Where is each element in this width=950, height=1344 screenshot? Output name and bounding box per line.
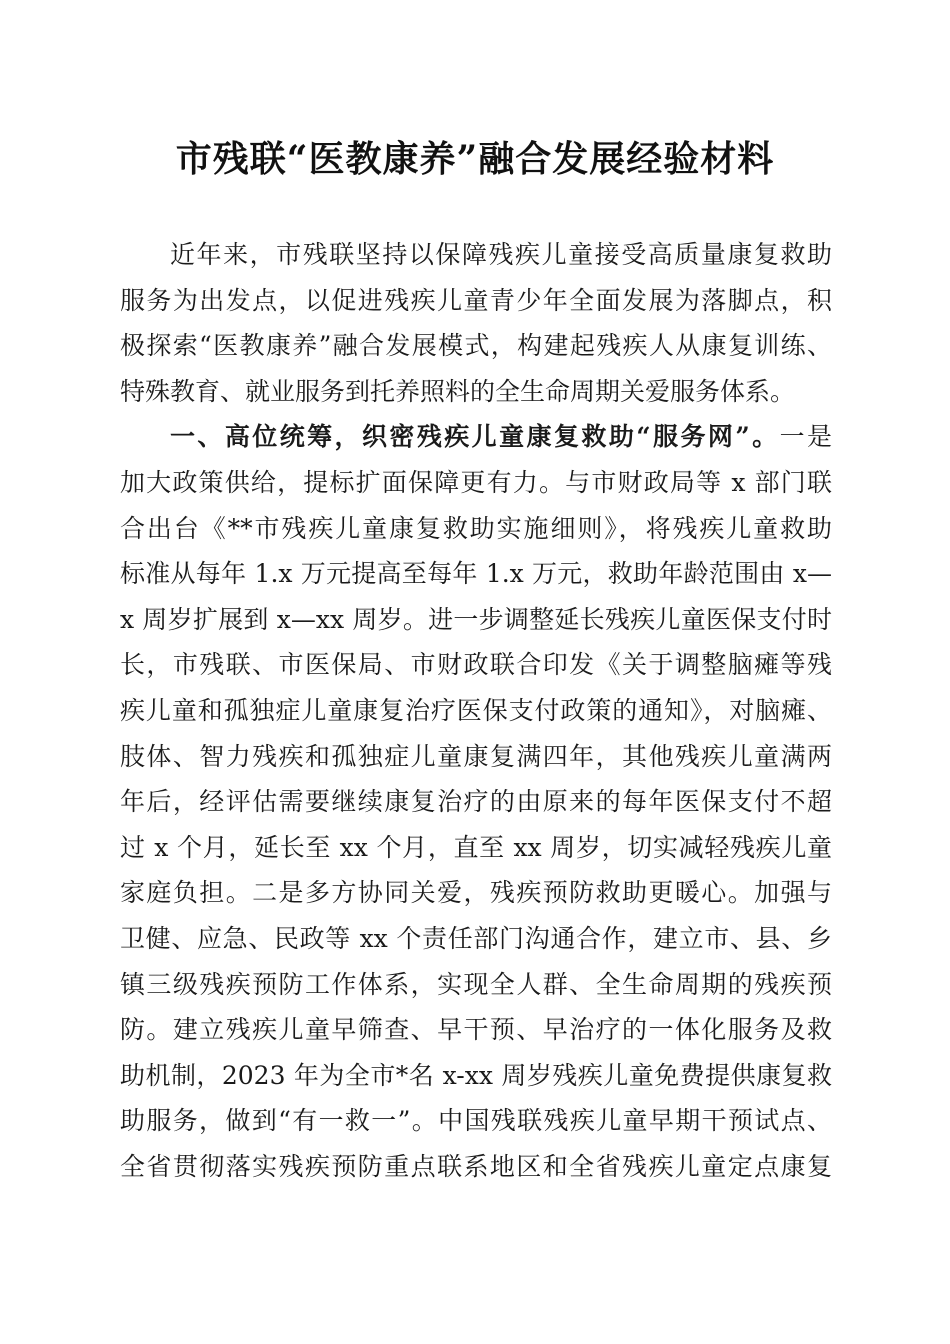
paragraph-line: 极探索“医教康养”融合发展模式，构建起残疾人从康复训练、 <box>120 331 832 361</box>
paragraph-line: 合出台《**市残疾儿童康复救助实施细则》，将残疾儿童救助 <box>120 513 832 543</box>
paragraph-line: 长，市残联、市医保局、市财政联合印发《关于调整脑瘫等残 <box>120 650 832 680</box>
paragraph-line: 服务为出发点，以促进残疾儿童青少年全面发展为落脚点，积 <box>120 285 832 315</box>
paragraph-line: 特殊教育、就业服务到托养照料的全生命周期关爱服务体系。 <box>120 376 796 406</box>
section-heading: 一、高位统筹，织密残疾儿童康复救助“服务网”。 <box>170 422 780 452</box>
paragraph-line: 镇三级残疾预防工作体系，实现全人群、全生命周期的残疾预 <box>120 969 832 999</box>
paragraph-line: 防。建立残疾儿童早筛查、早干预、早治疗的一体化服务及救 <box>120 1015 832 1045</box>
paragraph-line: 过 x 个月，延长至 xx 个月，直至 xx 周岁，切实减轻残疾儿童 <box>120 832 832 862</box>
paragraph-line: 助服务，做到“有一救一”。中国残联残疾儿童早期干预试点、 <box>120 1106 832 1136</box>
paragraph-line: 全省贯彻落实残疾预防重点联系地区和全省残疾儿童定点康复 <box>120 1151 832 1181</box>
paragraph-line: 卫健、应急、民政等 xx 个责任部门沟通合作，建立市、县、乡 <box>120 923 832 953</box>
paragraph-line: 加大政策供给，提标扩面保障更有力。与市财政局等 x 部门联 <box>120 467 832 497</box>
paragraph-line: 年后，经评估需要继续康复治疗的由原来的每年医保支付不超 <box>120 787 832 817</box>
paragraph-line: 家庭负担。二是多方协同关爱，残疾预防救助更暖心。加强与 <box>120 878 832 908</box>
section-heading-line <box>120 414 832 460</box>
paragraph-line: 近年来，市残联坚持以保障残疾儿童接受高质量康复救助 <box>170 240 832 269</box>
paragraph-line: 疾儿童和孤独症儿童康复治疗医保支付政策的通知》，对脑瘫、 <box>120 695 832 725</box>
paragraph-line: 标准从每年 1.x 万元提高至每年 1.x 万元，救助年龄范围由 x— <box>120 559 832 589</box>
section-heading-tail: 一是 <box>779 422 832 452</box>
paragraph-line: 肢体、智力残疾和孤独症儿童康复满四年，其他残疾儿童满两 <box>120 741 832 771</box>
document-title: 市残联“医教康养”融合发展经验材料 <box>175 138 775 180</box>
paragraph-line: x 周岁扩展到 x—xx 周岁。进一步调整延长残疾儿童医保支付时 <box>120 604 832 634</box>
document-body <box>120 232 832 1189</box>
paragraph-line: 助机制，2023 年为全市*名 x-xx 周岁残疾儿童免费提供康复救 <box>120 1060 832 1090</box>
